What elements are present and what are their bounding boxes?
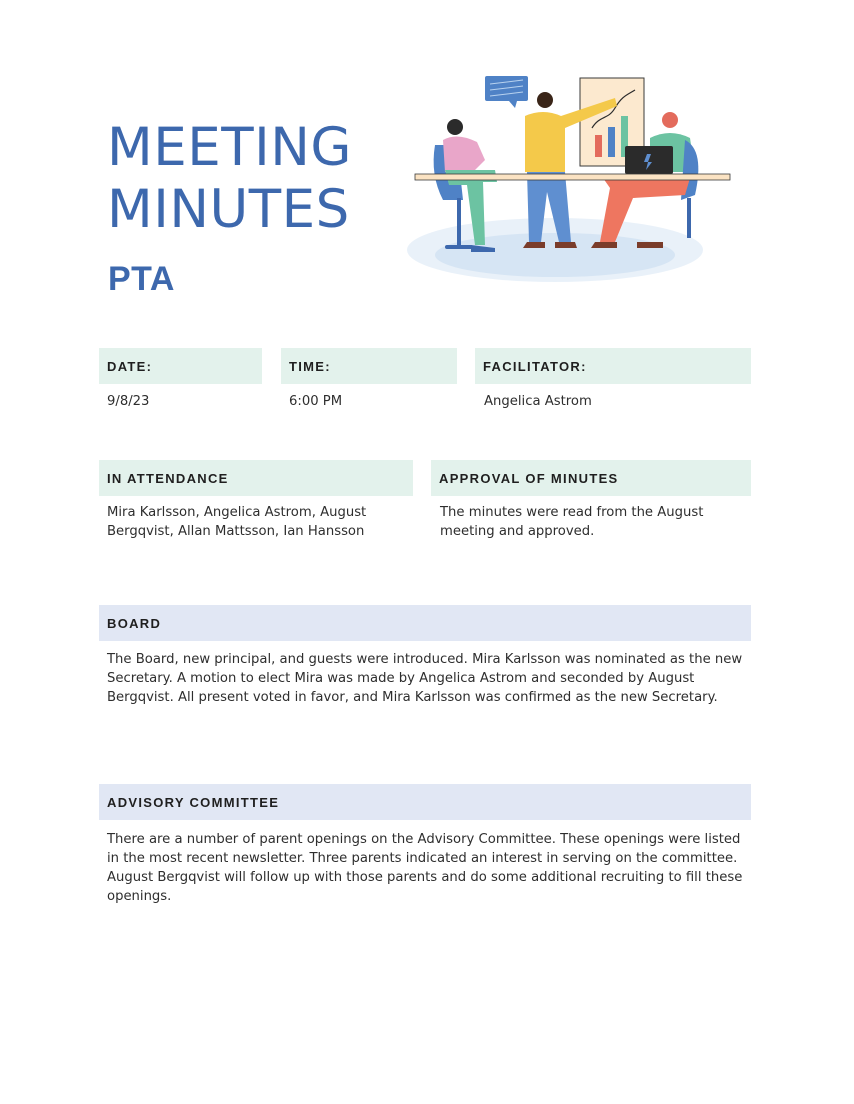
board-text: The Board, new principal, and guests were introduced. Mira Karlsson was nominated as the new Secretary. A motion to elect Mira was made by Angelica Astrom and seconded by August Bergqvist. All present voted in favor, and Mira Karlsson was confirmed as the new Secretary. — [107, 652, 743, 705]
title-line-1: MEETING — [107, 117, 352, 178]
title-line-2: MINUTES — [107, 179, 350, 240]
time-label: TIME: — [281, 348, 457, 384]
attendance-text: Mira Karlsson, Angelica Astrom, August Bergqvist, Allan Mattsson, Ian Hansson — [107, 505, 367, 539]
advisory-text: There are a number of parent openings on the Advisory Committee. These openings were listed in the most recent newsletter. Three parents indicated an interest in serving on the committee. August Bergqvist will follow up with those parents and do some additional recruiting to fill these openings. — [107, 832, 743, 904]
speech-bubble-icon — [485, 76, 528, 108]
facilitator-label: FACILITATOR: — [475, 348, 751, 384]
floor-dots — [407, 218, 703, 282]
meeting-illustration — [405, 70, 740, 290]
date-label: DATE: — [99, 348, 262, 384]
facilitator-value: Angelica Astrom — [484, 394, 592, 409]
board-header: BOARD — [99, 605, 751, 641]
page-subtitle: PTA — [108, 260, 175, 298]
page-title — [107, 117, 352, 241]
meeting-table — [415, 174, 730, 180]
advisory-header: ADVISORY COMMITTEE — [99, 784, 751, 820]
date-value: 9/8/23 — [107, 394, 150, 409]
time-value: 6:00 PM — [289, 394, 343, 409]
approval-header: APPROVAL OF MINUTES — [431, 460, 751, 496]
approval-text: The minutes were read from the August meeting and approved. — [440, 505, 704, 539]
attendance-header: IN ATTENDANCE — [99, 460, 413, 496]
